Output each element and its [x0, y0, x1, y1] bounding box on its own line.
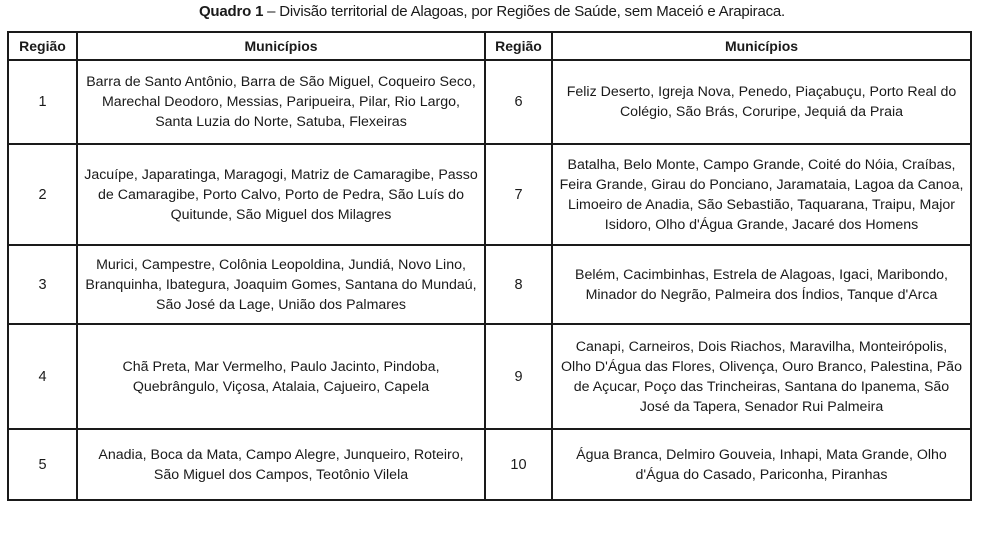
region-number: 8 [485, 245, 552, 324]
region-number: 10 [485, 429, 552, 500]
header-municipalities-right: Municípios [552, 32, 971, 60]
municipalities-cell: Água Branca, Delmiro Gouveia, Inhapi, Mata Grande, Olho d'Água do Casado, Pariconha, Piranhas [552, 429, 971, 500]
table-row [8, 60, 971, 144]
table-row [8, 429, 971, 500]
municipalities-cell: Belém, Cacimbinhas, Estrela de Alagoas, Igaci, Maribondo, Minador do Negrão, Palmeira dos Índios, Tanque d'Arca [552, 245, 971, 324]
municipalities-cell: Canapi, Carneiros, Dois Riachos, Maravilha, Monteirópolis, Olho D'Água das Flores, Olivença, Ouro Branco, Palestina, Pão de Açucar, Poço das Trincheiras, Santana do Ipanema, São José da Tapera, Senador Rui Palmeira [552, 324, 971, 429]
caption-label: Quadro 1 [198, 3, 264, 20]
regions-table [7, 31, 972, 501]
region-number: 5 [8, 429, 77, 500]
municipalities-cell: Jacuípe, Japaratinga, Maragogi, Matriz de Camaragibe, Passo de Camaragibe, Porto Calvo, Porto de Pedra, São Luís do Quitunde, São Miguel dos Milagres [77, 144, 485, 245]
municipalities-cell: Murici, Campestre, Colônia Leopoldina, Jundiá, Novo Lino, Branquinha, Ibategura, Joaquim Gomes, Santana do Mundaú, São José da Lage, União dos Palmares [77, 245, 485, 324]
region-number: 2 [8, 144, 77, 245]
table-row [8, 324, 971, 429]
table-caption [0, 3, 984, 20]
region-number: 3 [8, 245, 77, 324]
municipalities-cell: Chã Preta, Mar Vermelho, Paulo Jacinto, Pindoba, Quebrângulo, Viçosa, Atalaia, Cajueiro, Capela [77, 324, 485, 429]
table-row [8, 245, 971, 324]
municipalities-cell: Barra de Santo Antônio, Barra de São Miguel, Coqueiro Seco, Marechal Deodoro, Messias, Paripueira, Pilar, Rio Largo, Santa Luzia do Norte, Satuba, Flexeiras [77, 60, 485, 144]
table-row [8, 144, 971, 245]
header-municipalities-left: Municípios [77, 32, 485, 60]
header-row [8, 32, 971, 60]
region-number: 1 [8, 60, 77, 144]
region-number: 6 [485, 60, 552, 144]
caption-text: – Divisão territorial de Alagoas, por Regiões de Saúde, sem Maceió e Arapiraca. [263, 3, 786, 20]
header-region-right: Região [485, 32, 552, 60]
header-region-left: Região [8, 32, 77, 60]
municipalities-cell: Anadia, Boca da Mata, Campo Alegre, Junqueiro, Roteiro, São Miguel dos Campos, Teotônio Vilela [77, 429, 485, 500]
region-number: 9 [485, 324, 552, 429]
region-number: 7 [485, 144, 552, 245]
region-number: 4 [8, 324, 77, 429]
municipalities-cell: Feliz Deserto, Igreja Nova, Penedo, Piaçabuçu, Porto Real do Colégio, São Brás, Coruripe, Jequiá da Praia [552, 60, 971, 144]
municipalities-cell: Batalha, Belo Monte, Campo Grande, Coité do Nóia, Craíbas, Feira Grande, Girau do Ponciano, Jaramataia, Lagoa da Canoa, Limoeiro de Anadia, São Sebastião, Taquarana, Traipu, Major Isidoro, Olho d'Água Grande, Jacaré dos Homens [552, 144, 971, 245]
